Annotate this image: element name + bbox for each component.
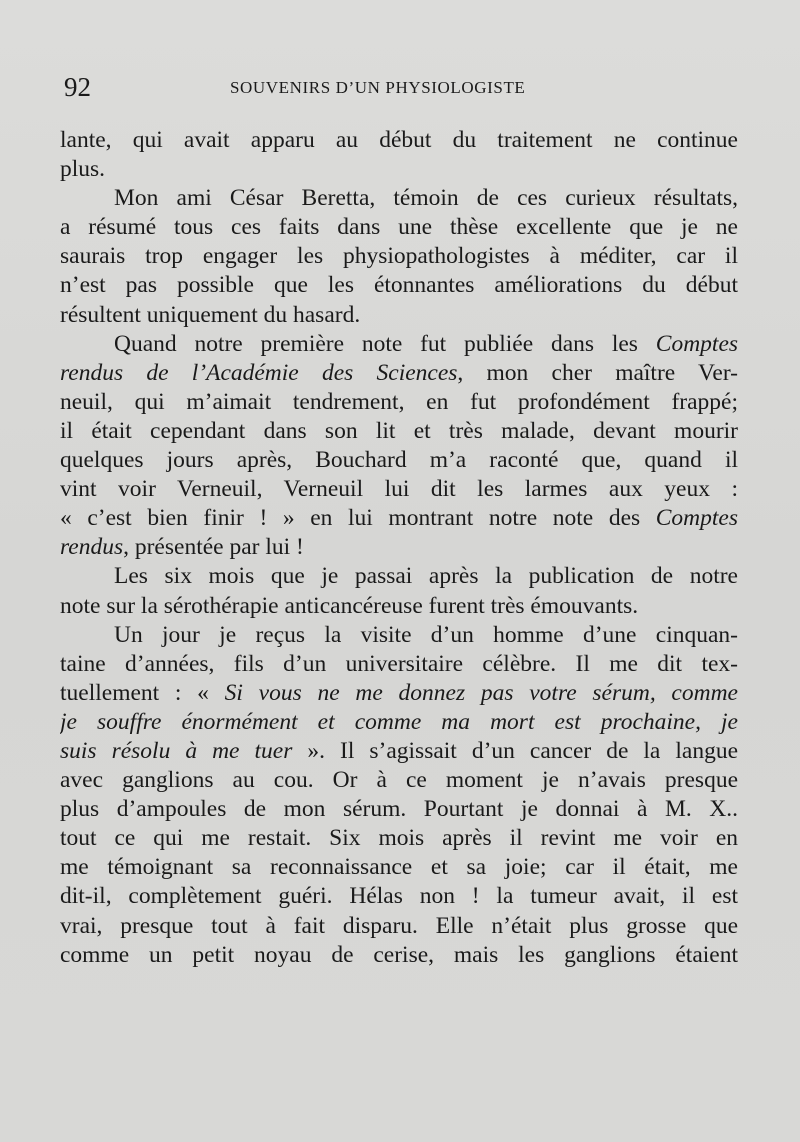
text-line: je souffre énormément et comme ma mort est prochaine, je bbox=[60, 708, 738, 735]
text-line: taine d’années, fils d’un universitaire célèbre. Il me dit tex- bbox=[60, 650, 738, 677]
text-fragment: , mon cher maître Ver- bbox=[457, 359, 738, 386]
text-line: me témoignant sa reconnaissance et sa joie; car il était, me bbox=[60, 854, 738, 881]
text-fragment: « c’est bien finir ! » en lui montrant notre note des bbox=[60, 505, 641, 532]
text-line: résultent uniquement du hasard. bbox=[60, 301, 361, 328]
text-fragment: Quand notre première note fut publiée dans les bbox=[114, 330, 638, 357]
text-line bbox=[60, 679, 738, 708]
text-line bbox=[60, 504, 738, 533]
italic-fragment: Comptes bbox=[655, 505, 738, 532]
text-line: vint voir Verneuil, Verneuil lui dit les larmes aux yeux : bbox=[60, 476, 738, 503]
text-line: plus. bbox=[60, 156, 106, 183]
italic-fragment: Si vous ne me donnez pas votre sérum, comme bbox=[224, 679, 738, 706]
italic-fragment: rendus de l’Académie des Sciences bbox=[60, 359, 458, 386]
text-line: neuil, qui m’aimait tendrement, en fut profondément frappé; bbox=[60, 388, 738, 415]
text-line bbox=[60, 330, 738, 359]
text-line: Mon ami César Beretta, témoin de ces curieux résultats, bbox=[114, 185, 738, 212]
text-line: Un jour je reçus la visite d’un homme d’une cinquan- bbox=[114, 621, 738, 648]
text-line: n’est pas possible que les étonnantes améliorations du début bbox=[60, 272, 738, 299]
text-line: comme un petit noyau de cerise, mais les ganglions étaient bbox=[60, 941, 738, 968]
text-line: saurais trop engager les physiopathologistes à méditer, car il bbox=[60, 243, 738, 270]
running-title: SOUVENIRS D’UN PHYSIOLOGISTE bbox=[230, 78, 526, 97]
text-line: avec ganglions au cou. Or à ce moment je n’avais presque bbox=[60, 767, 738, 794]
text-fragment: ». Il s’agissait d’un cancer de la langue bbox=[307, 737, 738, 764]
text-line: quelques jours après, Bouchard m’a raconté que, quand il bbox=[60, 447, 738, 474]
text-line: Les six mois que je passai après la publication de notre bbox=[114, 563, 738, 590]
body-text bbox=[60, 126, 738, 970]
text-line bbox=[60, 533, 738, 562]
text-fragment: , bbox=[123, 534, 135, 561]
text-line bbox=[60, 737, 738, 766]
text-line: tout ce qui me restait. Six mois après il revint me voir en bbox=[60, 825, 738, 852]
italic-fragment: Comptes bbox=[655, 330, 738, 357]
text-fragment: tuellement : « bbox=[60, 679, 209, 706]
text-line bbox=[60, 359, 738, 388]
text-fragment: présentée par lui ! bbox=[134, 534, 304, 561]
text-line: vrai, presque tout à fait disparu. Elle n’était plus grosse que bbox=[60, 912, 738, 939]
italic-fragment: rendus bbox=[60, 534, 124, 561]
page-number: 92 bbox=[64, 72, 91, 102]
italic-fragment: suis résolu à me tuer bbox=[60, 737, 293, 764]
text-line: il était cependant dans son lit et très malade, devant mourir bbox=[60, 417, 738, 444]
text-line: plus d’ampoules de mon sérum. Pourtant je donnai à M. X.. bbox=[60, 796, 738, 823]
text-line: note sur la sérothérapie anticancéreuse furent très émouvants. bbox=[60, 592, 639, 619]
text-line: a résumé tous ces faits dans une thèse excellente que je ne bbox=[60, 214, 738, 241]
text-line: lante, qui avait apparu au début du traitement ne continue bbox=[60, 127, 738, 153]
page-header bbox=[64, 70, 736, 104]
text-line: dit-il, complètement guéri. Hélas non ! la tumeur avait, il est bbox=[60, 883, 738, 910]
